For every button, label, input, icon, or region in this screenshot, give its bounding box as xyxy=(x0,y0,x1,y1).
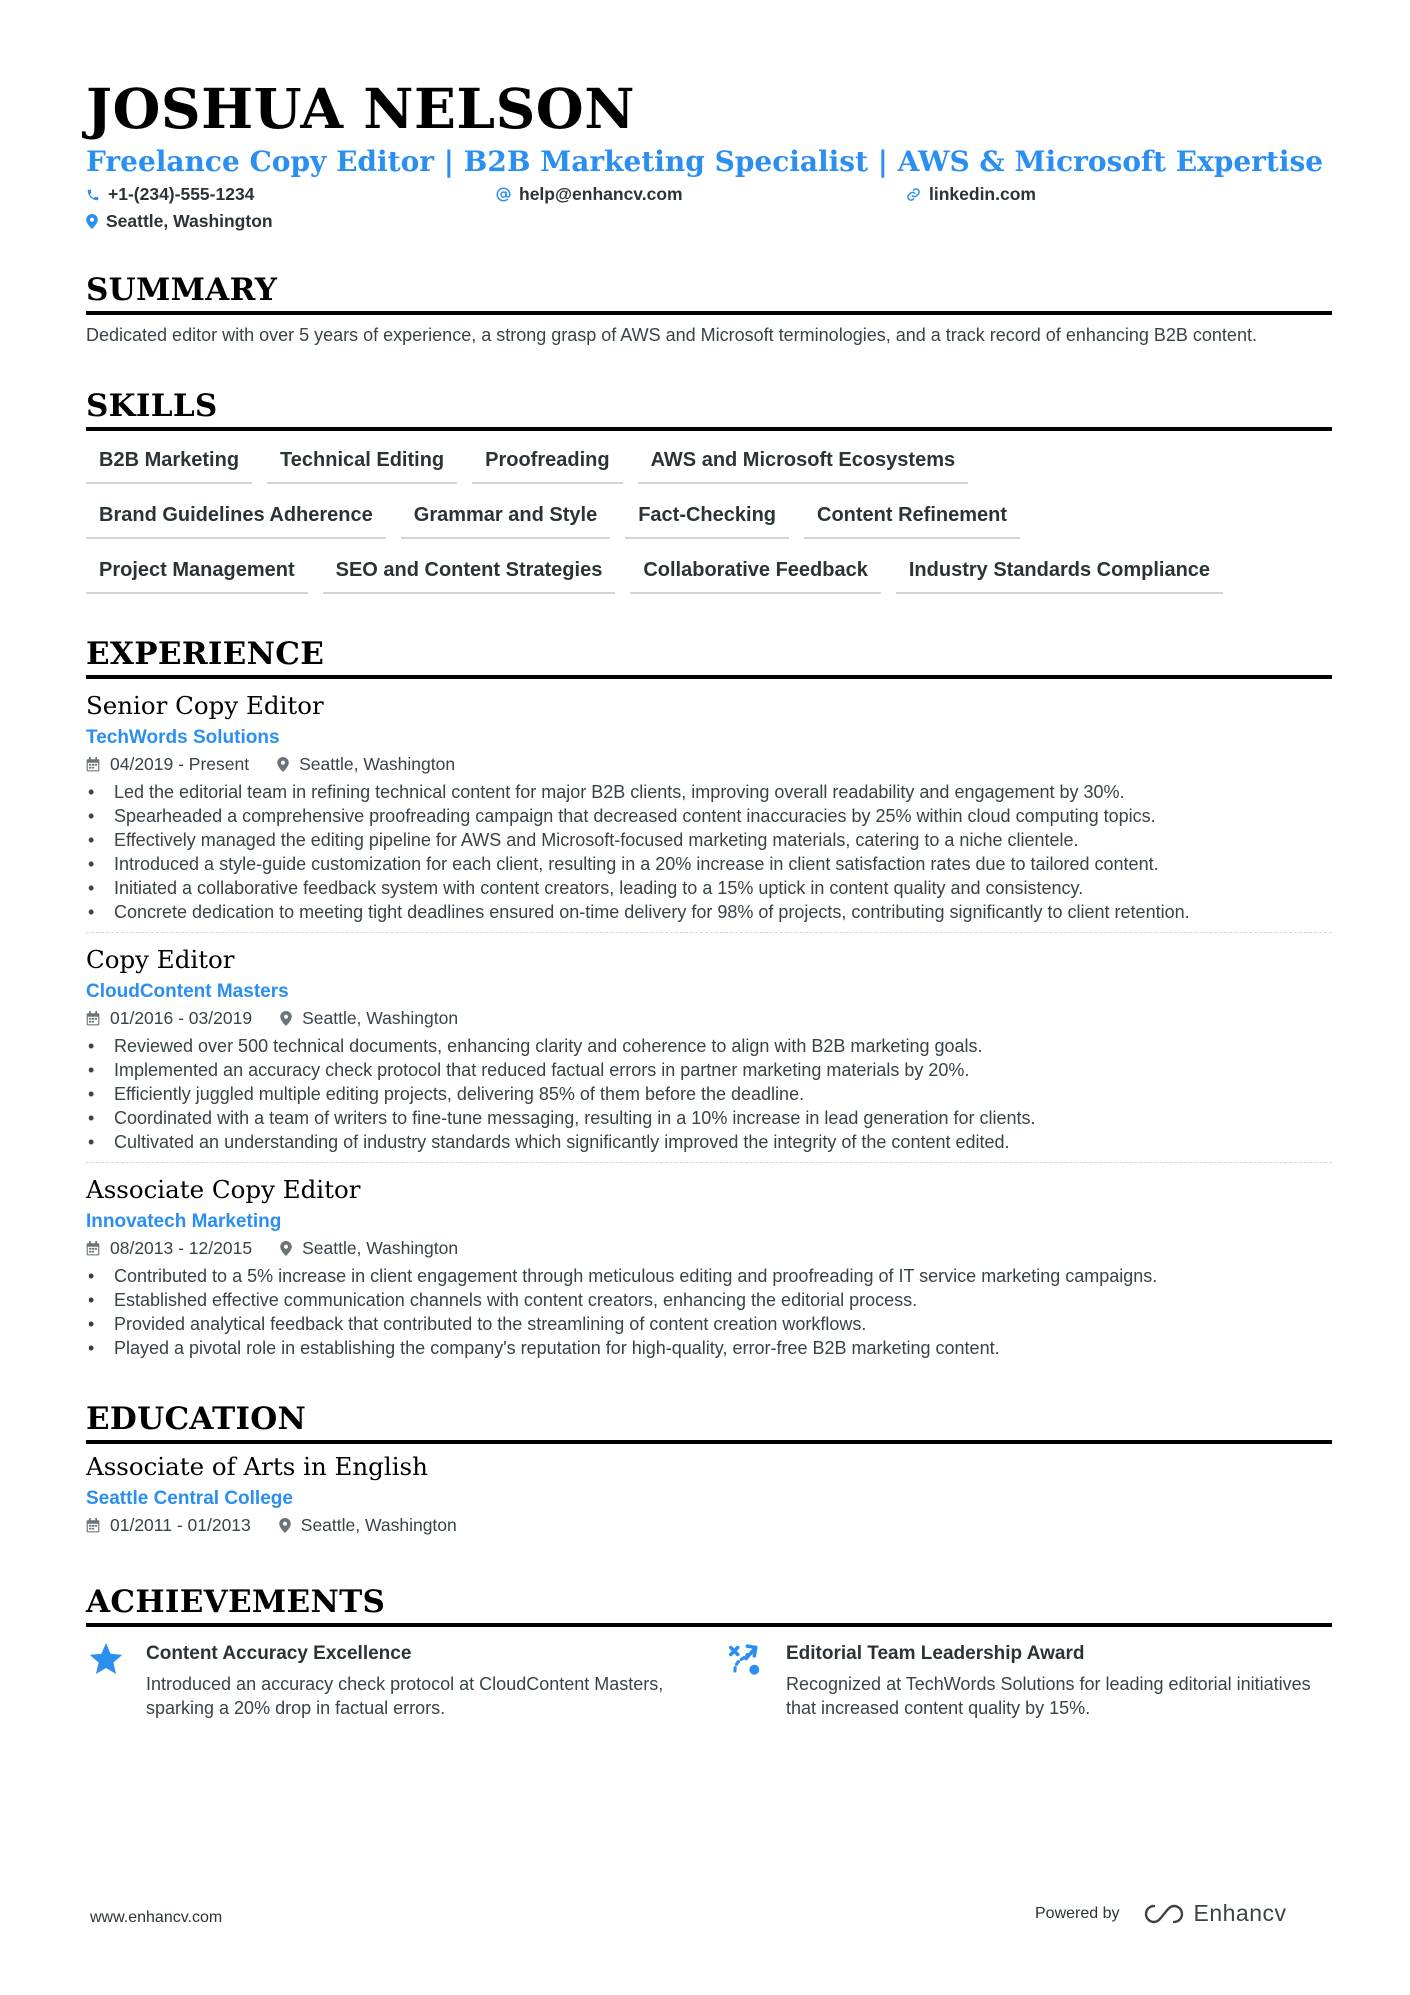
company-name: TechWords Solutions xyxy=(86,727,280,748)
education-section xyxy=(86,1400,1332,1545)
candidate-name: JOSHUA NELSON xyxy=(86,76,635,141)
achievement-item xyxy=(86,1641,726,1720)
achievement-item xyxy=(726,1641,1332,1720)
skill-tag: Technical Editing xyxy=(267,444,457,484)
skill-tag: AWS and Microsoft Ecosystems xyxy=(638,444,969,484)
achievements-heading: ACHIEVEMENTS xyxy=(86,1583,1332,1627)
bullet-item: • Contributed to a 5% increase in client engagement through meticulous editing and proofreading of IT service marketing campaigns. xyxy=(86,1264,1332,1288)
education-heading: EDUCATION xyxy=(86,1400,1332,1444)
job-location-text: Seattle, Washington xyxy=(302,1238,459,1258)
bullet-item: • Provided analytical feedback that contributed to the streamlining of content creation workflows. xyxy=(86,1312,1332,1336)
email-text: help@enhancv.com xyxy=(519,184,683,204)
achievement-description: Recognized at TechWords Solutions for leading editorial initiatives that increased content quality by 15%. xyxy=(786,1674,1311,1718)
job-title: Copy Editor xyxy=(86,945,235,974)
education-location-text: Seattle, Washington xyxy=(300,1515,457,1535)
job-bullets xyxy=(86,780,1332,924)
skill-tag: Proofreading xyxy=(472,444,622,484)
powered-by-label: Powered by xyxy=(1035,1904,1120,1922)
education-dates: 01/2011 - 01/2013 xyxy=(110,1515,251,1535)
education-meta xyxy=(86,1513,1332,1537)
job-title: Senior Copy Editor xyxy=(86,691,324,720)
skill-tag: SEO and Content Strategies xyxy=(323,554,616,594)
location-pin-icon xyxy=(277,757,289,772)
summary-section xyxy=(86,271,1332,347)
bullet-item: • Cultivated an understanding of industry standards which significantly improved the integrity of the content edited. xyxy=(86,1130,1332,1154)
experience-heading: EXPERIENCE xyxy=(86,635,1332,679)
job-meta xyxy=(86,752,1332,776)
job-location-text: Seattle, Washington xyxy=(302,1008,459,1028)
bullet-item: • Effectively managed the editing pipeline for AWS and Microsoft-focused marketing materials, catering to a niche clientele. xyxy=(86,828,1332,852)
achievement-title: Content Accuracy Excellence xyxy=(146,1643,412,1664)
star-icon xyxy=(86,1641,146,1720)
bullet-item: • Played a pivotal role in establishing the company's reputation for high-quality, error-free B2B marketing content. xyxy=(86,1336,1332,1360)
job-location xyxy=(277,752,455,776)
skill-tag: Fact-Checking xyxy=(625,499,789,539)
contact-info xyxy=(86,183,1332,233)
skill-tag: B2B Marketing xyxy=(86,444,252,484)
job-dates: 01/2016 - 03/2019 xyxy=(110,1008,253,1028)
achievement-description: Introduced an accuracy check protocol at CloudContent Masters, sparking a 20% drop in factual errors. xyxy=(146,1674,664,1718)
achievement-title: Editorial Team Leadership Award xyxy=(786,1643,1085,1664)
job-meta xyxy=(86,1006,1332,1030)
at-sign-icon xyxy=(496,187,511,202)
job-location-text: Seattle, Washington xyxy=(299,754,456,774)
resume-header xyxy=(86,76,1332,233)
location-pin-icon xyxy=(280,1011,292,1026)
location-pin-icon xyxy=(279,1518,291,1533)
education-entry xyxy=(86,1450,1332,1545)
skills-list xyxy=(86,444,1332,609)
location-pin-icon xyxy=(86,214,98,229)
job-dates: 04/2019 - Present xyxy=(110,754,250,774)
calendar-icon xyxy=(86,1518,100,1533)
bullet-item: • Established effective communication channels with content creators, enhancing the editorial process. xyxy=(86,1288,1332,1312)
location-pin-icon xyxy=(280,1241,292,1256)
strategy-icon xyxy=(726,1641,786,1720)
resume-page xyxy=(86,76,1332,1720)
skill-tag: Brand Guidelines Adherence xyxy=(86,499,386,539)
skill-tag: Collaborative Feedback xyxy=(630,554,881,594)
calendar-icon xyxy=(86,1241,100,1256)
job-dates: 08/2013 - 12/2015 xyxy=(110,1238,253,1258)
education-location xyxy=(279,1513,457,1537)
phone-text: +1-(234)-555-1234 xyxy=(108,184,255,204)
bullet-item: • Introduced a style-guide customization for each client, resulting in a 20% increase in client satisfaction rates due to tailored content. xyxy=(86,852,1332,876)
bullet-item: • Implemented an accuracy check protocol that reduced factual errors in partner marketing materials by 20%. xyxy=(86,1058,1332,1082)
company-name: CloudContent Masters xyxy=(86,981,289,1002)
job-bullets xyxy=(86,1034,1332,1154)
skill-tag: Content Refinement xyxy=(804,499,1020,539)
bullet-item: • Concrete dedication to meeting tight deadlines ensured on-time delivery for 98% of projects, contributing significantly to client retention. xyxy=(86,900,1332,924)
experience-section xyxy=(86,635,1332,1368)
achievements-section xyxy=(86,1583,1332,1720)
location-text: Seattle, Washington xyxy=(106,211,273,231)
skill-tag: Industry Standards Compliance xyxy=(896,554,1223,594)
skills-section xyxy=(86,387,1332,609)
job-entry xyxy=(86,932,1332,1162)
job-entry xyxy=(86,689,1332,932)
brand-name[interactable]: Enhancv xyxy=(1193,1900,1287,1926)
achievements-list xyxy=(86,1641,1332,1720)
skills-heading: SKILLS xyxy=(86,387,1332,431)
bullet-item: • Efficiently juggled multiple editing projects, delivering 85% of them before the deadline. xyxy=(86,1082,1332,1106)
job-entry xyxy=(86,1162,1332,1368)
contact-linkedin[interactable] xyxy=(906,183,1316,206)
job-location xyxy=(280,1006,458,1030)
skill-tag: Project Management xyxy=(86,554,308,594)
bullet-item: • Initiated a collaborative feedback system with content creators, leading to a 15% uptick in content quality and consistency. xyxy=(86,876,1332,900)
footer-website[interactable]: www.enhancv.com xyxy=(90,1909,223,1926)
phone-icon xyxy=(86,188,100,202)
company-name: Innovatech Marketing xyxy=(86,1211,282,1232)
job-title: Associate Copy Editor xyxy=(86,1175,361,1204)
enhancv-logo-icon xyxy=(1142,1902,1188,1926)
summary-heading: SUMMARY xyxy=(86,271,1332,315)
calendar-icon xyxy=(86,757,100,772)
calendar-icon xyxy=(86,1011,100,1026)
linkedin-text: linkedin.com xyxy=(929,184,1036,204)
bullet-item: • Coordinated with a team of writers to fine-tune messaging, resulting in a 10% increase in lead generation for clients. xyxy=(86,1106,1332,1130)
bullet-item: • Spearheaded a comprehensive proofreading campaign that decreased content inaccuracies by 25% within cloud computing topics. xyxy=(86,804,1332,828)
job-bullets xyxy=(86,1264,1332,1360)
job-meta xyxy=(86,1236,1332,1260)
contact-phone xyxy=(86,183,496,206)
contact-location xyxy=(86,210,496,233)
candidate-headline: Freelance Copy Editor | B2B Marketing Specialist | AWS & Microsoft Expertise xyxy=(86,145,1324,178)
school-name: Seattle Central College xyxy=(86,1488,293,1509)
footer-branding xyxy=(1035,1900,1287,1927)
degree-title: Associate of Arts in English xyxy=(86,1452,428,1481)
summary-text: Dedicated editor with over 5 years of experience, a strong grasp of AWS and Microsoft terminologies, and a track record of enhancing B2B content. xyxy=(86,325,1257,345)
link-icon xyxy=(906,187,921,202)
bullet-item: • Reviewed over 500 technical documents, enhancing clarity and coherence to align with B2B marketing goals. xyxy=(86,1034,1332,1058)
job-location xyxy=(280,1236,458,1260)
contact-email[interactable] xyxy=(496,183,906,206)
bullet-item: • Led the editorial team in refining technical content for major B2B clients, improving overall readability and engagement by 30%. xyxy=(86,780,1332,804)
skill-tag: Grammar and Style xyxy=(401,499,610,539)
